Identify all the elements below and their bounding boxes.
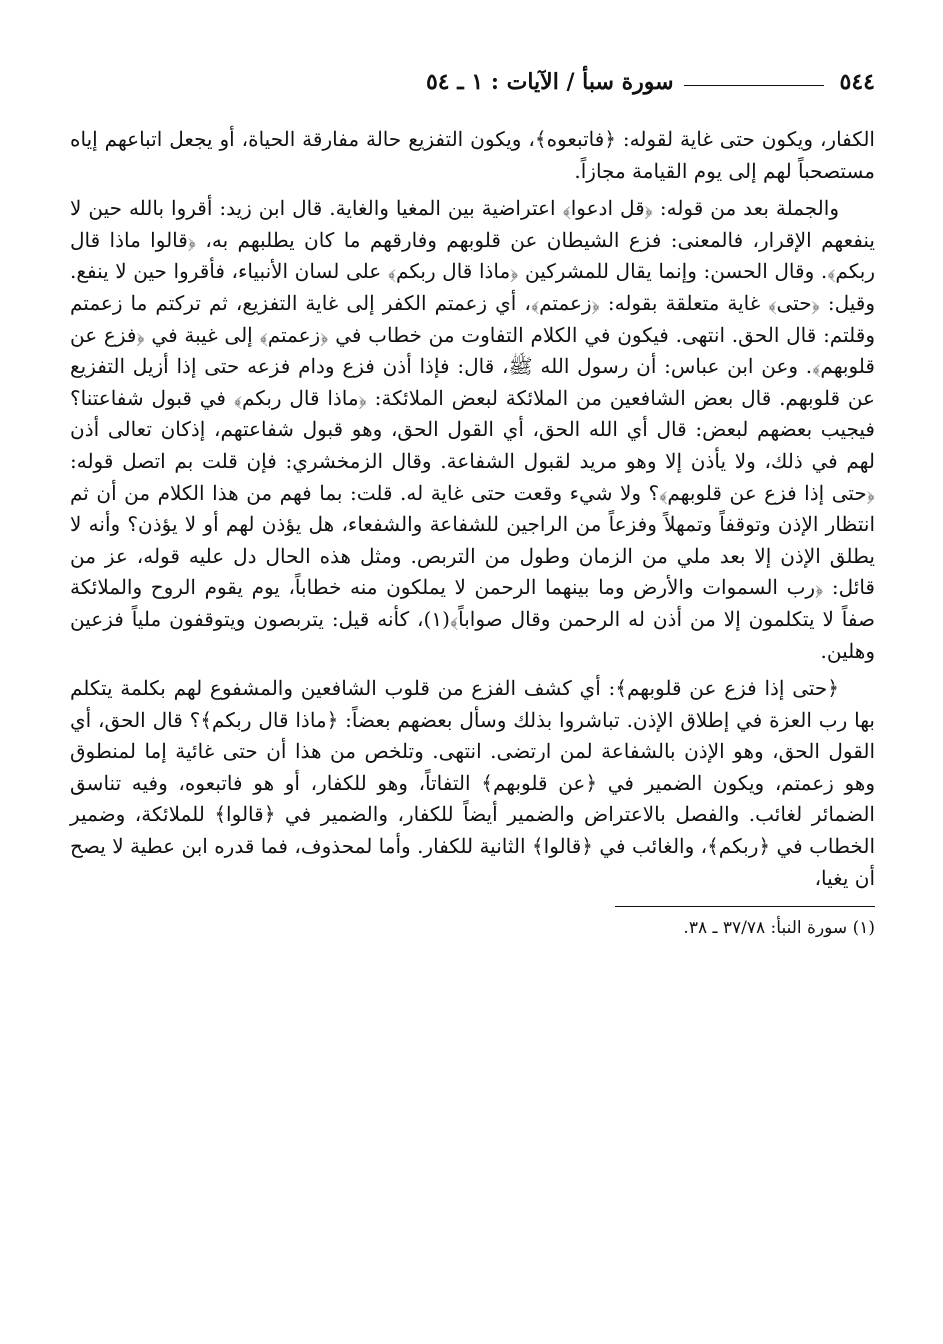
running-header (70, 62, 875, 102)
paragraph: والجملة بعد من قوله: ﴿قل ادعوا﴾ اعتراضية بين المغيا والغاية. قال ابن زيد: أقروا بالله حين لا ينفعهم الإقرار، فالمعنى: فزع الشيطان عن قلوبهم وفارقهم ما كان يطلبهم به، ﴿قالوا ماذا قال ربكم﴾. وقال الحسن: وإنما يقال للمشركين ﴿ماذا قال ربكم﴾ على لسان الأنبياء، فأقروا حين لا ينفع. وقيل: ﴿حتى﴾ غاية متعلقة بقوله: ﴿زعمتم﴾، أي زعمتم الكفر إلى غاية التفزيع، ثم تركتم ما زعمتم وقلتم: قال الحق. انتهى. فيكون في الكلام التفاوت من خطاب في ﴿زعمتم﴾ إلى غيبة في ﴿فزع عن قلوبهم﴾. وعن ابن عباس: أن رسول الله ﷺ، قال: فإذا أذن فزع ودام فزعه حتى إذا أزيل التفزيع عن قلوبهم. قال بعض الشافعين من الملائكة لبعض الملائكة: ﴿ماذا قال ربكم﴾ في قبول شفاعتنا؟ فيجيب بعضهم لبعض: قال أي الله الحق، أي القول الحق، وهو قبول شفاعتهم، إذكان تعالى أذن لهم في ذلك، ولا يأذن إلا وهو مريد لقبول الشفاعة. وقال الزمخشري: فإن قلت بم اتصل قوله: ﴿حتى إذا فزع عن قلوبهم﴾؟ ولا شيء وقعت حتى غاية له. قلت: بما فهم من هذا الكلام من أن ثم انتظار الإذن وتوقفاً وتمهلاً وفزعاً من الراجين للشفاعة والشفعاء، هل يؤذن لهم أو لا يؤذن؟ وأنه لا يطلق الإذن إلا بعد ملي من الزمان وطول من التربص. ومثل هذه الحال دل عليه قوله، عز من قائل: ﴿رب السموات والأرض وما بينهما الرحمن لا يملكون منه خطاباً، يوم يقوم الروح والملائكة صفاً لا يتكلمون إلا من أذن له الرحمن وقال صواباً﴾(١)، كأنه قيل: يتربصون ويتوقفون ملياً فزعين وهلين. (70, 196, 876, 663)
body-text (70, 124, 875, 894)
page-number: ٥٤٤ (839, 69, 875, 95)
document-page (70, 62, 875, 1292)
footnote-divider (615, 906, 875, 907)
footnote: (١) سورة النبأ: ٣٧/٧٨ ـ ٣٨. (683, 918, 875, 939)
header-rule (684, 85, 824, 86)
paragraph: الكفار، ويكون حتى غاية لقوله: ﴿فاتبعوه﴾، ويكون التفزيع حالة مفارقة الحياة، أو يجعل اتباعهم إياه مستصحباً لهم إلى يوم القيامة مجازاً. (70, 127, 875, 183)
running-title: سورة سبأ / الآيات : ١ ـ ٥٤ (425, 69, 674, 95)
paragraph: ﴿حتى إذا فزع عن قلوبهم﴾: أي كشف الفزع من قلوب الشافعين والمشفوع لهم بكلمة يتكلم بها رب العزة في إطلاق الإذن. تباشروا بذلك وسأل بعضهم بعضاً: ﴿ماذا قال ربكم﴾؟ قال الحق، أي القول الحق، وهو الإذن بالشفاعة لمن ارتضى. انتهى. وتلخص من هذا أن حتى غائية إما لمنطوق وهو زعمتم، ويكون الضمير في ﴿عن قلوبهم﴾ التفاتاً، وهو للكفار، أو هو فاتبعوه، وفيه تناسق الضمائر لغائب. والفصل بالاعتراض والضمير أيضاً للكفار، والضمير في ﴿قالوا﴾ للملائكة، وضمير الخطاب في ﴿ربكم﴾، والغائب في ﴿قالوا﴾ الثانية للكفار. وأما لمحذوف، فما قدره ابن عطية لا يصح أن يغيا، (70, 676, 875, 890)
